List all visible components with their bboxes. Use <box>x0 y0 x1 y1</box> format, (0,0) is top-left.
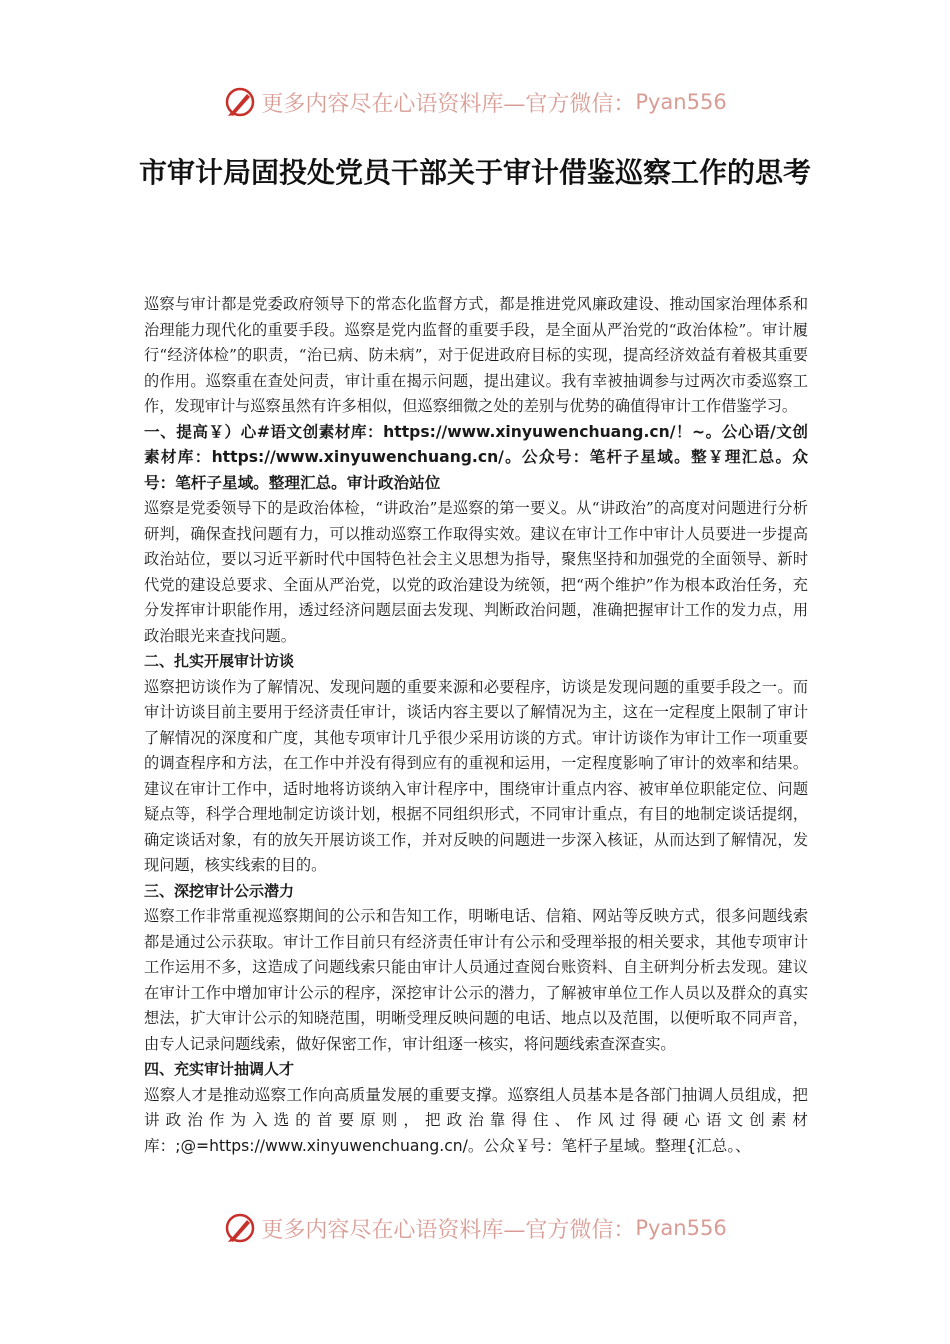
section-body: 巡察人才是推动巡察工作向高质量发展的重要支撑。巡察组人员基本是各部门抽调人员组成，把讲政治作为入选的首要原则，把政治靠得住、作风过得硬心语文创素材库：;@=https://www.xinyuwenchuang.cn/。公众￥号：笔杆子星域。整理{汇总。、 <box>144 1085 808 1155</box>
section-heading: 一、提高￥）心#语文创素材库：https://www.xinyuwenchuang.cn/！~。公心语/文创素材库：https://www.xinyuwenchuang.cn/。公众号：笔杆子星域。整￥理汇总。众号：笔杆子星域。整理汇总。审计政治站位 <box>144 422 808 492</box>
section-heading: 三、深挖审计公示潜力 <box>144 881 295 900</box>
footer-banner <box>0 1208 950 1248</box>
section-body: 巡察把访谈作为了解情况、发现问题的重要来源和必要程序，访谈是发现问题的重要手段之一。而审计访谈目前主要用于经济责任审计，谈话内容主要以了解情况为主，这在一定程度上限制了审计了解情况的深度和广度，其他专项审计几乎很少采用访谈的方式。审计访谈作为审计工作一项重要的调查程序和方法，在工作中并没有得到应有的重视和运用，一定程度影响了审计的效率和结果。建议在审计工作中，适时地将访谈纳入审计程序中，围绕审计重点内容、被审单位职能定位、问题疑点等，科学合理地制定访谈计划，根据不同组织形式，不同审计重点，有目的地制定谈话提纲，确定谈话对象，有的放矢开展访谈工作，并对反映的问题进一步深入核证，从而达到了解情况，发现问题，核实线索的目的。 <box>144 677 808 874</box>
section-heading: 二、扎实开展审计访谈 <box>144 652 295 670</box>
header-banner <box>0 82 950 122</box>
document-title: 市审计局固投处党员干部关于审计借鉴巡察工作的思考 <box>138 156 811 189</box>
pen-circle-logo-icon <box>223 85 257 119</box>
document-body <box>144 292 808 1159</box>
banner-text: 更多内容尽在心语资料库—官方微信： <box>261 1217 636 1243</box>
intro-paragraph: 巡察与审计都是党委政府领导下的常态化监督方式，都是推进党风廉政建设、推动国家治理体系和治理能力现代化的重要手段。巡察是党内监督的重要手段，是全面从严治党的“政治体检”。审计履行“经济体检”的职责，“治已病、防未病”，对于促进政府目标的实现，提高经济效益有着极其重要的作用。巡察重在查处问责，审计重在揭示问题，提出建议。我有幸被抽调参与过两次市委巡察工作，发现审计与巡察虽然有许多相似，但巡察细微之处的差别与优势的确值得审计工作借鉴学习。 <box>144 295 808 415</box>
section-body: 巡察工作非常重视巡察期间的公示和告知工作，明晰电话、信箱、网站等反映方式，很多问题线索都是通过公示获取。审计工作目前只有经济责任审计有公示和受理举报的相关要求，其他专项审计工作运用不多，这造成了问题线索只能由审计人员通过查阅台账资料、自主研判分析去发现。建议在审计工作中增加审计公示的程序，深挖审计公示的潜力，了解被审单位工作人员以及群众的真实想法，扩大审计公示的知晓范围，明晰受理反映问题的电话、地点以及范围，以便听取不同声音，由专人记录问题线索，做好保密工作，审计组逐一核实，将问题线索查深查实。 <box>144 907 808 1053</box>
section-body: 巡察是党委领导下的是政治体检，“讲政治”是巡察的第一要义。从“讲政治”的高度对问题进行分析研判，确保查找问题有力，可以推动巡察工作取得实效。建议在审计工作中审计人员要进一步提高政治站位，要以习近平新时代中国特色社会主义思想为指导，聚焦坚持和加强党的全面领导、新时代党的建设总要求、全面从严治党，以党的政治建设为统领，把“两个维护”作为根本政治任务，充分发挥审计职能作用，透过经济问题层面去发现、判断政治问题，准确把握审计工作的发力点，用政治眼光来查找问题。 <box>144 499 808 645</box>
pen-circle-logo-icon <box>223 1211 257 1245</box>
banner-wechat-id: Pyan556 <box>635 90 727 114</box>
banner-text: 更多内容尽在心语资料库—官方微信： <box>261 91 636 117</box>
banner-wechat-id: Pyan556 <box>635 1216 727 1240</box>
section-heading: 四、充实审计抽调人才 <box>144 1060 295 1078</box>
